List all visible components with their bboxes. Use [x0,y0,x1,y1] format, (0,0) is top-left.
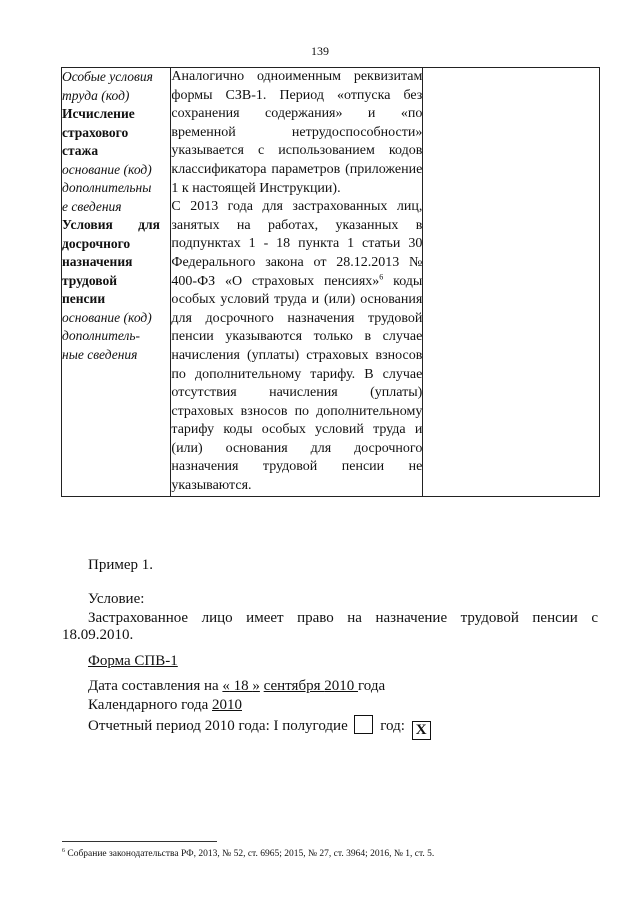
example-title: Пример 1. [88,557,154,573]
date-prefix: Дата составления на [88,678,219,694]
left-line: страхового [62,124,129,140]
left-line: труда (код) [62,87,130,103]
description-text: коды особых условий труда и (или) основания для досрочного назначения трудовой пенсии указываются только в случае начисления (уплаты) страховых взносов по дополнительному тарифу. В случае отсутствия начисления (уплаты) страховых взносов по дополнительному тарифу коды особых условий труда и (или) основания для досрочного назначения трудовой пенсии не указываются. [171,273,423,494]
calendar-year-value: 2010 [212,697,242,713]
year-checkbox[interactable]: X [412,721,431,740]
requisites-table [61,67,600,497]
calendar-year-label: Календарного года [88,697,209,713]
half-year-checkbox[interactable] [354,715,373,734]
left-line: назначения [62,254,133,269]
description-paragraph: Аналогично одноименным реквизитам формы СЗВ-1. Период «отпуска без сохранения содержания» и «по временной нетрудоспособности» указывается с использованием кодов классификатора параметров (приложение 1 к настоящей Инструкции). [171,69,423,196]
footnote-number: 6 [62,848,65,854]
left-line: стажа [62,143,99,158]
left-line: дополнитель- [62,328,141,343]
page-number: 139 [311,44,329,58]
table-cell-requisite-names [62,68,171,497]
date-year-field: 2010 [324,678,358,694]
left-line: ные сведения [62,346,138,362]
left-line: основание (код) [62,309,152,325]
left-line: Особые условия [62,69,153,84]
footnote-reference: 6 [379,271,384,281]
table-cell-description [171,68,423,497]
left-line: пенсии [62,291,106,306]
half-year-label: I полугодие [273,718,348,734]
footnote-divider [62,841,217,842]
reporting-period-line [88,715,434,740]
description-paragraph-2 [171,198,422,496]
left-line: досрочного [62,235,131,251]
calendar-year-line [88,696,242,715]
form-title: Форма СПВ-1 [88,653,178,669]
compilation-date-line [88,677,385,696]
footnote-text: Собрание законодательства РФ, 2013, № 52, ст. 6965; 2015, № 27, ст. 3964; 2016, № 1, ст. 5. [67,849,435,860]
left-line: Исчисление [62,106,135,121]
left-line: е сведения [62,198,122,214]
table-cell-empty [423,68,600,497]
left-line: дополнительны [62,180,152,195]
left-line: основание (код) [62,161,152,177]
condition-label: Условие: [88,591,145,607]
condition-text: Застрахованное лицо имеет право на назначение трудовой пенсии с [88,610,598,626]
period-label: Отчетный период 2010 года: [88,718,270,734]
date-suffix: года [357,678,386,694]
condition-text-date: 18.09.2010. [62,627,134,643]
year-label: год: [380,718,405,734]
date-day-field: « 18 » [222,678,260,694]
description-text: С 2013 года для застрахованных лиц, занятых на работах, указанных в подпунктах 1 - 18 пункта 1 статьи 30 Федерального закона от 28.12.2013 № 400-ФЗ «О страховых пенсиях» [171,199,423,289]
left-line: Условия для [62,217,160,232]
date-month-field: сентября [263,678,325,694]
left-line: трудовой [62,272,117,288]
footnote [62,848,434,859]
